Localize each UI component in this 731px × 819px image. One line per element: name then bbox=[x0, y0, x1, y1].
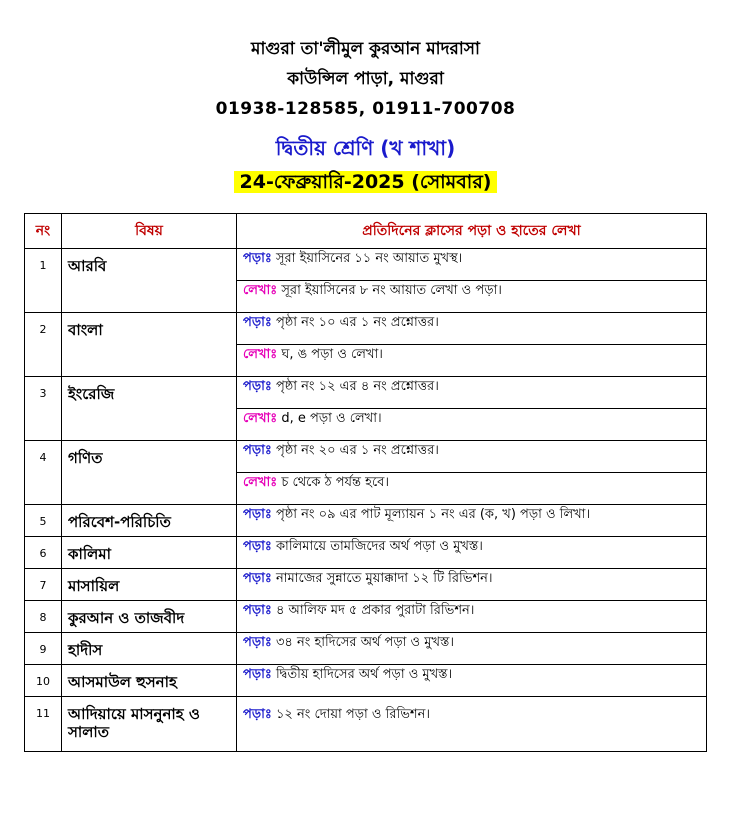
writing-text: চ থেকে ঠ পর্যন্ত হবে। bbox=[281, 475, 390, 490]
reading-text: পৃষ্ঠা নং ১২ এর ৪ নং প্রশ্নোত্তর। bbox=[275, 379, 439, 394]
table-row bbox=[25, 441, 707, 473]
reading-text: ৩৪ নং হাদিসের অর্থ পড়া ও মুখস্ত। bbox=[275, 635, 454, 650]
table-row bbox=[25, 249, 707, 281]
reading-label: পড়াঃ bbox=[243, 603, 272, 618]
reading-text: ১২ নং দোয়া পড়া ও রিভিশন। bbox=[275, 707, 430, 722]
row-number: 1 bbox=[25, 249, 62, 313]
table-row bbox=[25, 633, 707, 665]
reading-task bbox=[237, 569, 707, 601]
row-number: 11 bbox=[25, 697, 62, 752]
row-number: 2 bbox=[25, 313, 62, 377]
subject-name: ইংরেজি bbox=[62, 377, 237, 441]
row-number: 9 bbox=[25, 633, 62, 665]
reading-label: পড়াঃ bbox=[243, 707, 272, 722]
table-row bbox=[25, 505, 707, 537]
writing-label: লেখাঃ bbox=[243, 347, 278, 362]
writing-label: লেখাঃ bbox=[243, 411, 278, 426]
table-header-row bbox=[25, 214, 707, 249]
writing-task bbox=[237, 473, 707, 505]
table-row bbox=[25, 537, 707, 569]
reading-text: ৪ আলিফ মদ ৫ প্রকার পুরাটা রিভিশন। bbox=[275, 603, 475, 618]
subject-name: পরিবেশ-পরিচিতি bbox=[62, 505, 237, 537]
table-row bbox=[25, 377, 707, 409]
row-number: 5 bbox=[25, 505, 62, 537]
date-highlight: 24-ফেব্রুয়ারি-2025 (সোমবার) bbox=[234, 171, 498, 193]
subject-name: কালিমা bbox=[62, 537, 237, 569]
reading-text: নামাজের সুন্নাতে মুয়াক্কাদা ১২ টি রিভিশন। bbox=[275, 571, 493, 586]
subject-name: মাসায়িল bbox=[62, 569, 237, 601]
institution-name: মাগুরা তা'লীমুল কুরআন মাদরাসা bbox=[251, 39, 480, 59]
table-row bbox=[25, 697, 707, 752]
writing-task bbox=[237, 281, 707, 313]
row-number: 6 bbox=[25, 537, 62, 569]
header-no: নং bbox=[25, 214, 62, 249]
reading-label: পড়াঃ bbox=[243, 539, 272, 554]
subject-name: বাংলা bbox=[62, 313, 237, 377]
reading-label: পড়াঃ bbox=[243, 571, 272, 586]
writing-text: d, e পড়া ও লেখা। bbox=[281, 411, 382, 426]
writing-text: ঘ, ঙ পড়া ও লেখা। bbox=[281, 347, 383, 362]
reading-text: পৃষ্ঠা নং ০৯ এর পাট মূল্যায়ন ১ নং এর (ক, খ) পড়া ও লিখা। bbox=[275, 507, 591, 522]
subject-name: কুরআন ও তাজবীদ bbox=[62, 601, 237, 633]
document-header bbox=[0, 34, 731, 197]
reading-task bbox=[237, 505, 707, 537]
subject-name: গণিত bbox=[62, 441, 237, 505]
reading-task bbox=[237, 633, 707, 665]
table-row bbox=[25, 601, 707, 633]
subject-name: আদিয়ায়ে মাসনুনাহ ও সালাত bbox=[62, 697, 237, 752]
table-row bbox=[25, 569, 707, 601]
reading-label: পড়াঃ bbox=[243, 315, 272, 330]
reading-task bbox=[237, 665, 707, 697]
institution-address: কাউন্সিল পাড়া, মাগুরা bbox=[287, 69, 444, 89]
table-row bbox=[25, 665, 707, 697]
reading-label: পড়াঃ bbox=[243, 443, 272, 458]
subject-name: হাদীস bbox=[62, 633, 237, 665]
header-subject: বিষয় bbox=[62, 214, 237, 249]
reading-label: পড়াঃ bbox=[243, 635, 272, 650]
reading-text: দ্বিতীয় হাদিসের অর্থ পড়া ও মুখস্ত। bbox=[275, 667, 453, 682]
reading-task bbox=[237, 537, 707, 569]
subject-name: আসমাউল হুসনাহ bbox=[62, 665, 237, 697]
reading-label: পড়াঃ bbox=[243, 251, 272, 266]
reading-task bbox=[237, 697, 707, 752]
writing-task bbox=[237, 345, 707, 377]
reading-text: সূরা ইয়াসিনের ১১ নং আয়াত মুখস্থ। bbox=[275, 251, 463, 266]
writing-label: লেখাঃ bbox=[243, 283, 278, 298]
reading-task bbox=[237, 601, 707, 633]
row-number: 8 bbox=[25, 601, 62, 633]
reading-label: পড়াঃ bbox=[243, 507, 272, 522]
homework-table bbox=[24, 213, 707, 752]
header-task: প্রতিদিনের ক্লাসের পড়া ও হাতের লেখা bbox=[237, 214, 707, 249]
table-row bbox=[25, 313, 707, 345]
writing-text: সূরা ইয়াসিনের ৮ নং আয়াত লেখা ও পড়া। bbox=[281, 283, 502, 298]
phone-numbers: 01938-128585, 01911-700708 bbox=[215, 99, 516, 119]
subject-name: আরবি bbox=[62, 249, 237, 313]
row-number: 7 bbox=[25, 569, 62, 601]
row-number: 3 bbox=[25, 377, 62, 441]
reading-task bbox=[237, 249, 707, 281]
row-number: 10 bbox=[25, 665, 62, 697]
reading-task bbox=[237, 313, 707, 345]
reading-label: পড়াঃ bbox=[243, 379, 272, 394]
reading-text: পৃষ্ঠা নং ১০ এর ১ নং প্রশ্নোত্তর। bbox=[275, 315, 439, 330]
class-title: দ্বিতীয় শ্রেণি (খ শাখা) bbox=[275, 136, 456, 160]
reading-label: পড়াঃ bbox=[243, 667, 272, 682]
writing-label: লেখাঃ bbox=[243, 475, 278, 490]
reading-text: পৃষ্ঠা নং ২০ এর ১ নং প্রশ্নোত্তর। bbox=[275, 443, 439, 458]
reading-text: কালিমায়ে তামজিদের অর্থ পড়া ও মুখস্ত। bbox=[275, 539, 483, 554]
row-number: 4 bbox=[25, 441, 62, 505]
reading-task bbox=[237, 441, 707, 473]
reading-task bbox=[237, 377, 707, 409]
writing-task bbox=[237, 409, 707, 441]
